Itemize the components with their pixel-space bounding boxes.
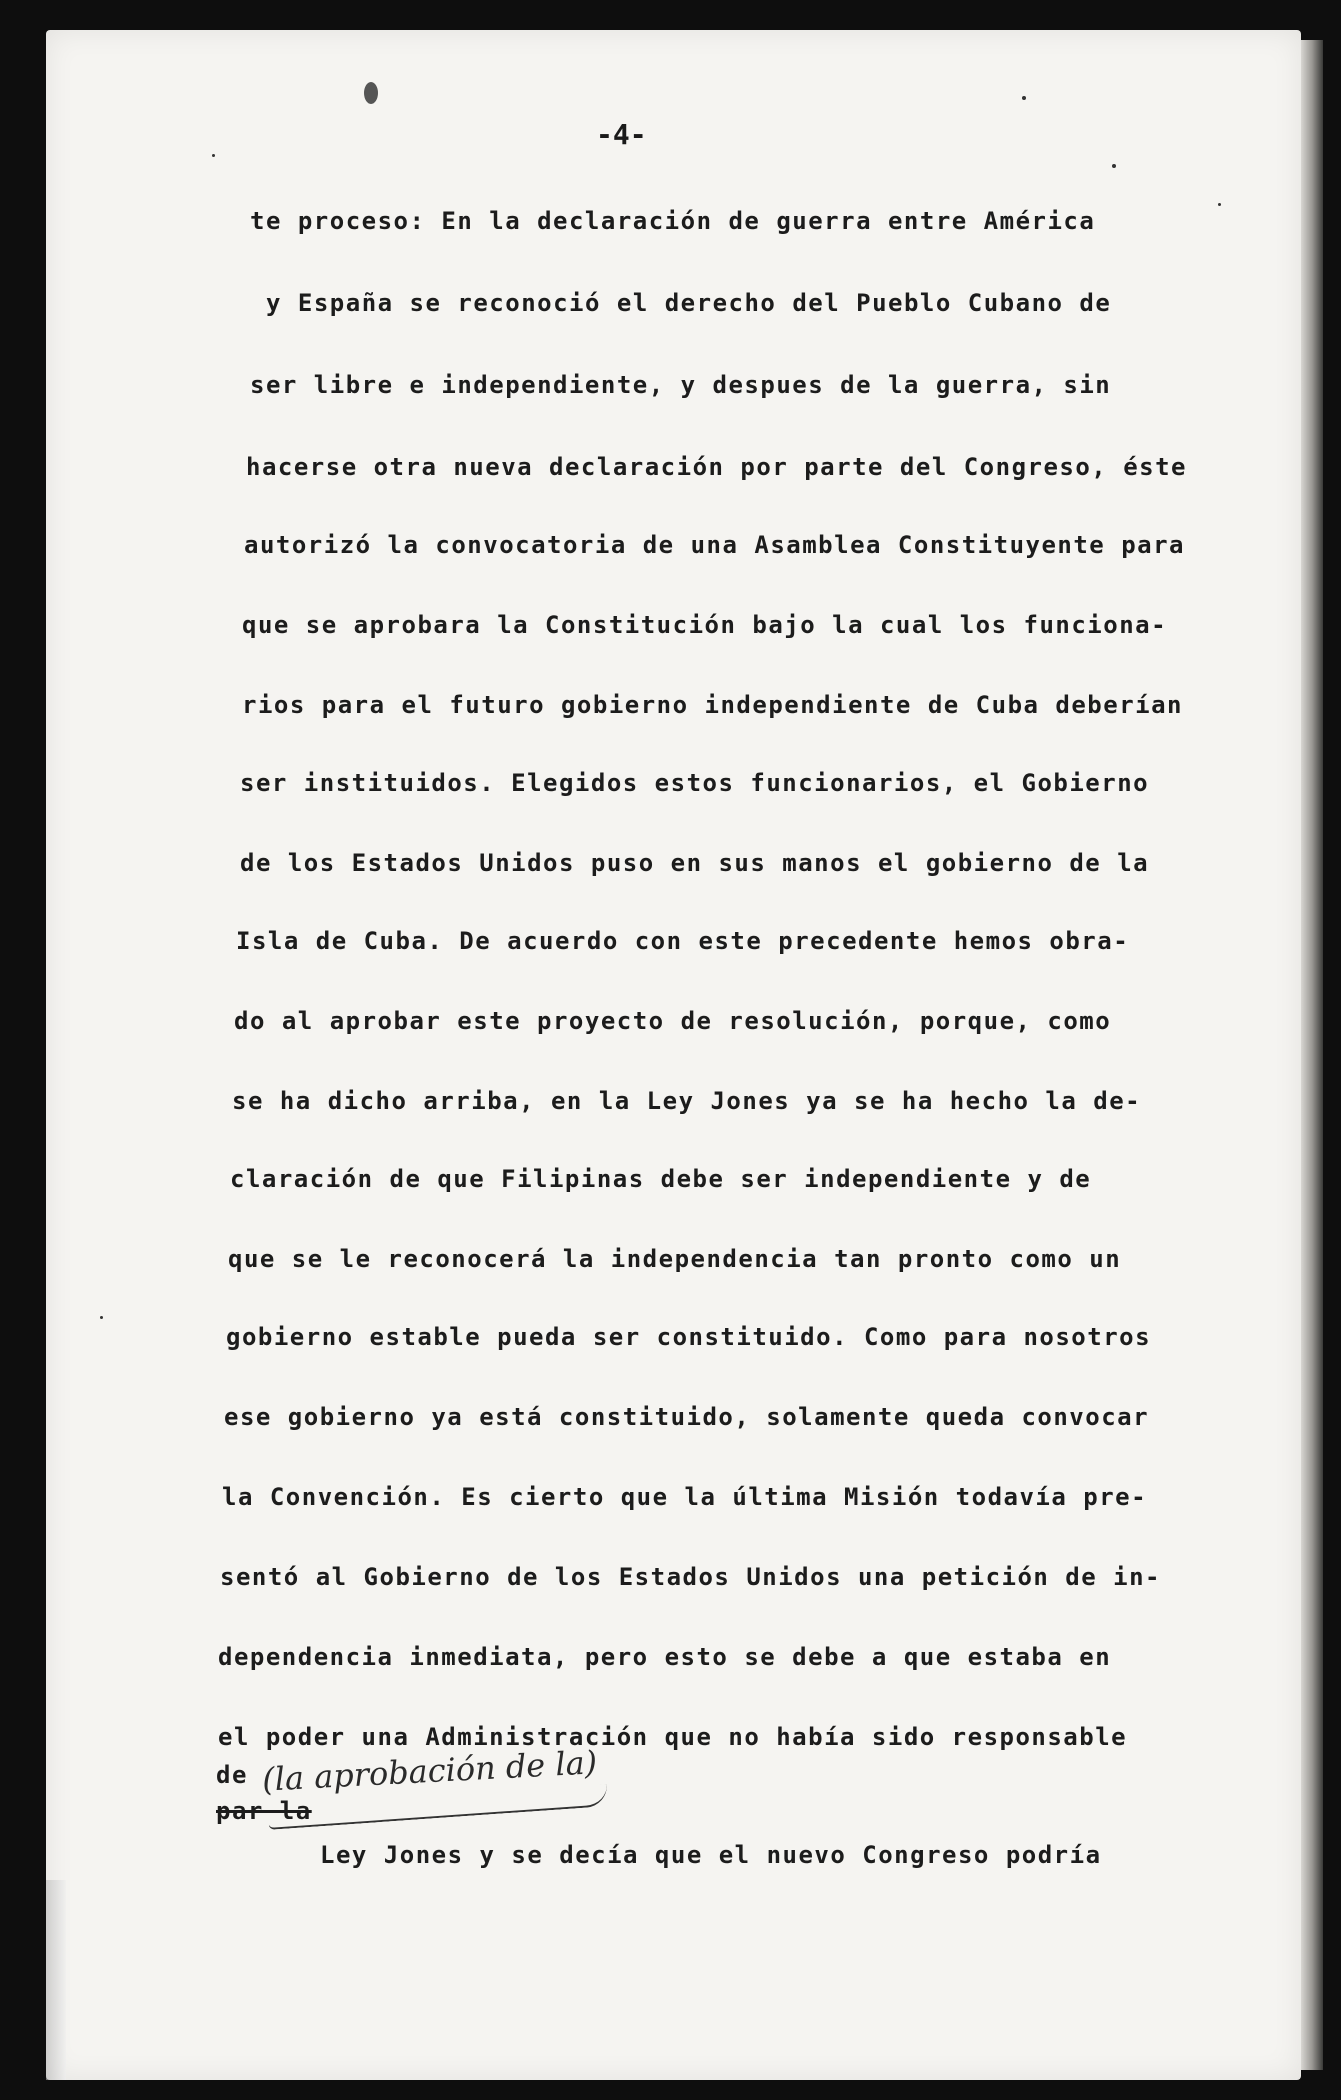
text-line-last: Ley Jones y se decía que el nuevo Congreso podría [320,1841,1102,1869]
text-line-9: de los Estados Unidos puso en sus manos el gobierno de la [240,849,1150,877]
text-line-6: que se aprobara la Constitución bajo la cual los funciona- [242,611,1168,639]
text-line-3: ser libre e independiente, y despues de la guerra, sin [250,371,1112,399]
text-line-17: la Convención. Es cierto que la última Misión todavía pre- [222,1483,1148,1511]
text-line-13: claración de que Filipinas debe ser independiente y de [230,1165,1092,1193]
page-fold [46,1880,66,2080]
text-line-11: do al aprobar este proyecto de resolución, porque, como [234,1007,1112,1035]
text-line-21: de [216,1761,248,1789]
text-line-8: ser instituidos. Elegidos estos funcionarios, el Gobierno [240,769,1150,797]
ink-speck [100,1316,103,1319]
text-line-5: autorizó la convocatoria de una Asamblea Constituyente para [244,531,1186,559]
text-line-15: gobierno estable pueda ser constituido. Como para nosotros [226,1323,1152,1351]
text-line-19: dependencia inmediata, pero esto se debe a que estaba en [218,1643,1112,1671]
text-line-14: que se le reconocerá la independencia tan pronto como un [228,1245,1122,1273]
text-line-7: rios para el futuro gobierno independiente de Cuba deberían [242,691,1184,719]
text-line-10: Isla de Cuba. De acuerdo con este precedente hemos obra- [236,927,1130,955]
struck-text: par la [216,1797,312,1825]
ink-speck [1218,203,1221,206]
page-number: -4- [596,118,647,151]
handwritten-insert: (la aprobación de la) [261,1743,599,1799]
page-edge [1301,40,1323,2070]
text-line-2: y España se reconoció el derecho del Pueblo Cubano de [266,289,1112,317]
ink-speck [1112,164,1116,168]
ink-speck [1022,96,1026,100]
ink-speck [212,154,215,157]
text-line-20: el poder una Administración que no había sido responsable [218,1723,1128,1751]
text-line-1: te proceso: En la declaración de guerra entre América [250,207,1096,235]
text-line-18: sentó al Gobierno de los Estados Unidos una petición de in- [220,1563,1162,1591]
text-line-12: se ha dicho arriba, en la Ley Jones ya se ha hecho la de- [232,1087,1142,1115]
text-line-4: hacerse otra nueva declaración por parte del Congreso, éste [246,453,1188,481]
text-line-16: ese gobierno ya está constituido, solamente queda convocar [224,1403,1150,1431]
punch-hole [364,82,378,104]
